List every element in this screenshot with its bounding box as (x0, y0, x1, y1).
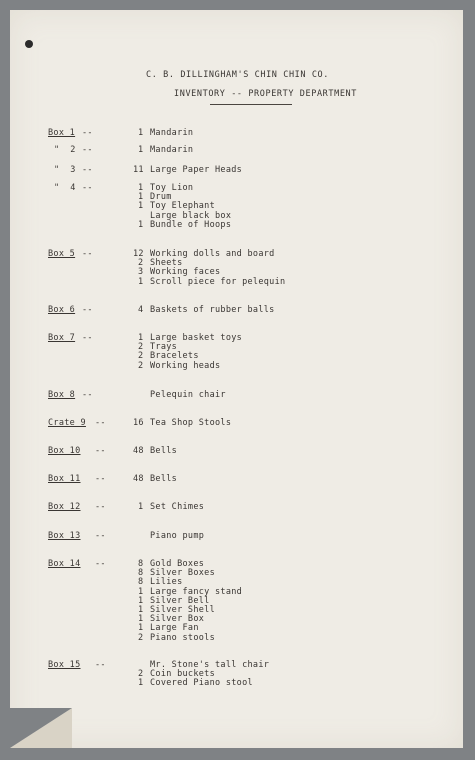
entry-dash: -- (95, 559, 106, 569)
folded-corner-shadow (10, 708, 72, 748)
punch-hole (25, 40, 33, 48)
item-quantity: 2 (138, 632, 144, 643)
item-quantity: 2 (138, 342, 144, 353)
entry-label: Box 6 (48, 305, 76, 315)
entry-dash: -- (95, 531, 106, 541)
item-quantity: 1 (138, 586, 144, 597)
item-quantity: 1 (138, 219, 144, 230)
item-quantity: 1 (138, 595, 144, 606)
item-quantity: 1 (138, 128, 144, 138)
item-description: Mandarin (150, 128, 194, 138)
item-quantity: 8 (138, 568, 144, 579)
item-quantity: 16 (133, 418, 144, 428)
item-description: Gold Boxes (150, 559, 205, 569)
entry-dash: -- (82, 249, 93, 259)
entry-dash: -- (82, 305, 93, 315)
item-quantity: 2 (138, 360, 144, 371)
item-description: Large Fan (150, 623, 199, 634)
item-quantity: 1 (138, 605, 144, 615)
item-description: Large Paper Heads (150, 165, 243, 175)
item-description: Large basket toys (150, 333, 243, 343)
entry-dash: -- (82, 165, 93, 175)
entry-label: Box 8 (48, 390, 76, 400)
item-description: Tea Shop Stools (150, 418, 232, 428)
item-description: Silver Box (150, 614, 205, 625)
item-quantity: 1 (138, 145, 144, 155)
item-description: Silver Bell (150, 595, 210, 606)
item-description: Large fancy stand (150, 586, 243, 597)
item-description: Set Chimes (150, 502, 205, 512)
entry-label: " 3 (54, 165, 76, 175)
item-quantity: 2 (138, 258, 144, 269)
item-description: Silver Shell (150, 605, 216, 615)
item-quantity: 2 (138, 351, 144, 362)
entry-label: Box 13 (48, 531, 81, 541)
entry-dash: -- (95, 446, 106, 456)
entry-label: " 4 (54, 183, 76, 193)
entry-dash: -- (82, 390, 93, 400)
item-quantity: 48 (133, 474, 144, 484)
entry-dash: -- (95, 502, 106, 512)
entry-dash: -- (82, 333, 93, 343)
item-description: Bells (150, 474, 178, 484)
item-quantity: 1 (138, 502, 144, 512)
item-description: Trays (150, 342, 178, 353)
subtitle-underline (210, 104, 292, 105)
item-quantity: 8 (138, 577, 144, 588)
item-description: Silver Boxes (150, 568, 216, 579)
item-quantity: 1 (138, 614, 144, 625)
item-description: Mandarin (150, 145, 194, 155)
entry-dash: -- (82, 183, 93, 193)
entry-label: Crate 9 (48, 418, 86, 428)
item-description: Working dolls and board (150, 249, 275, 259)
item-description: Lilies (150, 577, 183, 588)
item-quantity: 4 (138, 305, 144, 315)
entry-label: Box 14 (48, 559, 81, 569)
document-title: C. B. DILLINGHAM'S CHIN CHIN CO. (146, 70, 329, 80)
item-description: Piano pump (150, 531, 205, 541)
entry-label: Box 1 (48, 128, 76, 138)
item-quantity: 1 (138, 201, 144, 212)
item-description: Working faces (150, 267, 221, 278)
item-description: Pelequin chair (150, 390, 226, 400)
item-description: Drum (150, 192, 172, 203)
item-description: Bells (150, 446, 178, 456)
entry-dash: -- (95, 418, 106, 428)
item-quantity: 48 (133, 446, 144, 456)
item-quantity: 2 (138, 669, 144, 680)
item-quantity: 1 (138, 333, 144, 343)
item-description: Toy Lion (150, 183, 194, 193)
item-description: Bundle of Hoops (150, 219, 232, 230)
item-quantity: 11 (133, 165, 144, 175)
entry-dash: -- (82, 145, 93, 155)
entry-label: Box 12 (48, 502, 81, 512)
item-description: Sheets (150, 258, 183, 269)
item-quantity: 1 (138, 678, 144, 689)
item-quantity: 1 (138, 183, 144, 193)
entry-label: " 2 (54, 145, 76, 155)
item-quantity: 1 (138, 276, 144, 287)
entry-label: Box 5 (48, 249, 76, 259)
entry-dash: -- (95, 474, 106, 484)
entry-label: Box 15 (48, 660, 81, 670)
item-quantity: 3 (138, 267, 144, 278)
item-description: Working heads (150, 360, 221, 371)
item-description: Piano stools (150, 632, 216, 643)
item-quantity: 12 (133, 249, 144, 259)
document-subtitle: INVENTORY -- PROPERTY DEPARTMENT (174, 89, 357, 99)
item-description: Large black box (150, 210, 232, 221)
document-page (10, 10, 463, 748)
entry-dash: -- (95, 660, 106, 670)
item-description: Toy Elephant (150, 201, 216, 212)
entry-label: Box 7 (48, 333, 76, 343)
item-quantity: 1 (138, 623, 144, 634)
item-description: Covered Piano stool (150, 678, 253, 689)
entry-label: Box 10 (48, 446, 81, 456)
item-description: Coin buckets (150, 669, 216, 680)
entry-label: Box 11 (48, 474, 81, 484)
item-description: Bracelets (150, 351, 199, 362)
item-description: Mr. Stone's tall chair (150, 660, 270, 670)
entry-dash: -- (82, 128, 93, 138)
item-quantity: 8 (138, 559, 144, 569)
item-description: Baskets of rubber balls (150, 305, 275, 315)
item-description: Scroll piece for pelequin (150, 276, 286, 287)
item-quantity: 1 (138, 192, 144, 203)
